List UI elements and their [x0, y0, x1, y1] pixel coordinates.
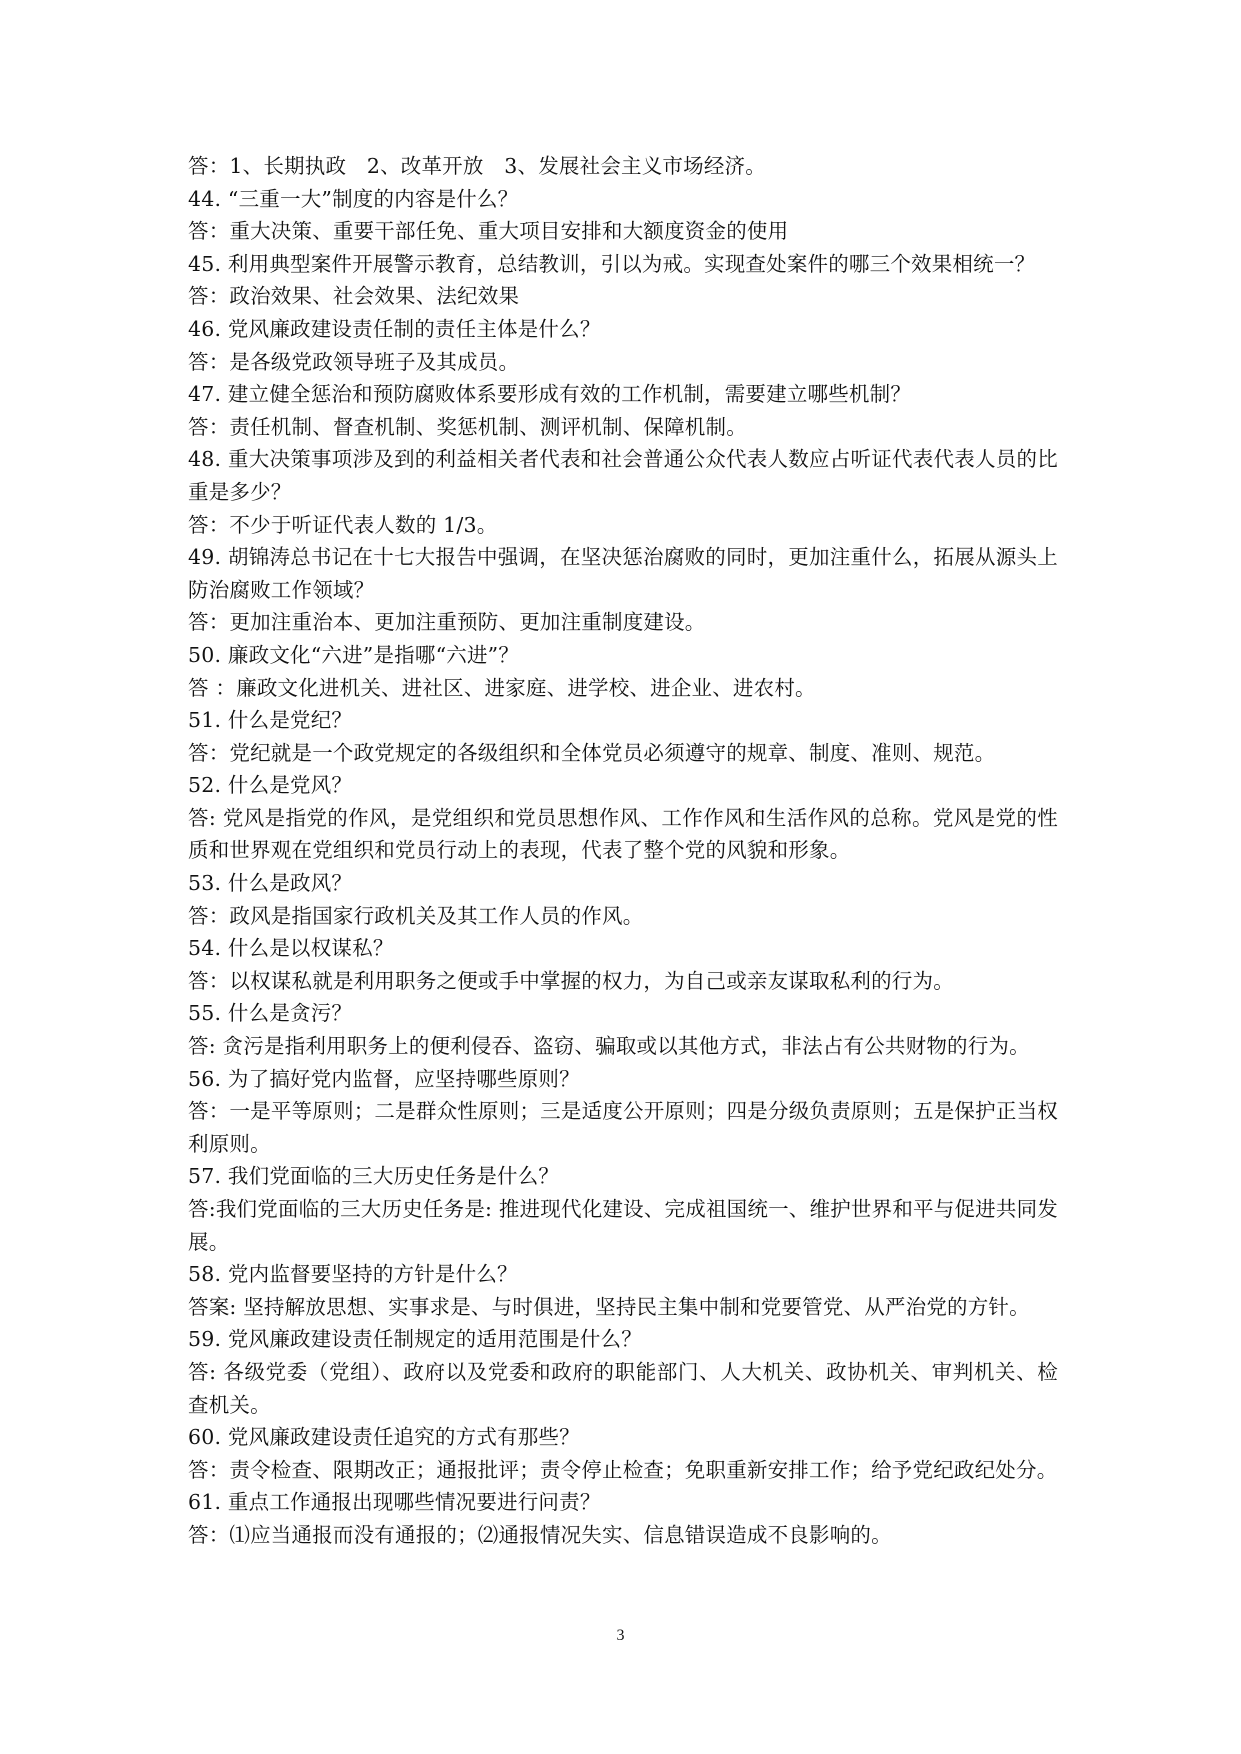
question-text: 53. 什么是政风？	[188, 871, 353, 896]
question-text: 50. 廉政文化“六进”是指哪“六进”？	[188, 642, 520, 667]
question-text: 49. 胡锦涛总书记在十七大报告中强调，在坚决惩治腐败的同时，更加注重什么，拓展从源头上防治腐败工作领域？	[188, 545, 1058, 602]
answer-text: 答：更加注重治本、更加注重预防、更加注重制度建设。	[188, 610, 706, 635]
answer-text: 答：政治效果、社会效果、法纪效果	[188, 284, 520, 309]
answer-text: 答：是各级党政领导班子及其成员。	[188, 349, 520, 374]
question-text: 58. 党内监督要坚持的方针是什么？	[188, 1262, 518, 1287]
answer-text: 答：重大决策、重要干部任免、重大项目安排和大额度资金的使用	[188, 219, 789, 244]
answer-text: 答：责任机制、督查机制、奖惩机制、测评机制、保障机制。	[188, 414, 747, 439]
answer-text: 答: 党风是指党的作风，是党组织和党员思想作风、工作作风和生活作风的总称。党风是党的性质和世界观在党组织和党员行动上的表现，代表了整个党的风貌和形象。	[188, 805, 1058, 863]
document-body	[188, 150, 1058, 1552]
question-text: 47. 建立健全惩治和预防腐败体系要形成有效的工作机制，需要建立哪些机制？	[188, 382, 912, 407]
question-text: 57. 我们党面临的三大历史任务是什么？	[188, 1164, 560, 1189]
question-text: 56. 为了搞好党内监督，应坚持哪些原则？	[188, 1066, 580, 1091]
answer-text: 答: 各级党委（党组）、政府以及党委和政府的职能部门、人大机关、政协机关、审判机关、检查机关。	[188, 1359, 1058, 1417]
answer-text: 答：政风是指国家行政机关及其工作人员的作风。	[188, 903, 644, 928]
question-text: 59. 党风廉政建设责任制规定的适用范围是什么？	[188, 1327, 642, 1352]
question-text: 61. 重点工作通报出现哪些情况要进行问责？	[188, 1490, 601, 1515]
question-text: 51. 什么是党纪？	[188, 708, 353, 733]
question-text: 48. 重大决策事项涉及到的利益相关者代表和社会普通公众代表人数应占听证代表代表人员的比重是多少？	[188, 447, 1058, 504]
question-text: 46. 党风廉政建设责任制的责任主体是什么？	[188, 316, 601, 341]
answer-text: 答 ：廉政文化进机关、进社区、进家庭、进学校、进企业、进农村。	[188, 675, 816, 700]
question-text: 54. 什么是以权谋私？	[188, 936, 394, 961]
answer-text: 答：1、长期执政 2、改革开放 3、发展社会主义市场经济。	[188, 154, 766, 178]
question-text: 52. 什么是党风？	[188, 773, 353, 798]
answer-text: 答:我们党面临的三大历史任务是: 推进现代化建设、完成祖国统一、维护世界和平与促进共同发展。	[188, 1197, 1058, 1254]
page-number: 3	[616, 1627, 625, 1644]
answer-text: 答：不少于听证代表人数的 1/3。	[188, 512, 498, 537]
answer-text: 答案: 坚持解放思想、实事求是、与时俱进，坚持民主集中制和党要管党、从严治党的方针。	[188, 1294, 1030, 1319]
question-text: 55. 什么是贪污？	[188, 1001, 353, 1026]
answer-text: 答：一是平等原则；二是群众性原则；三是适度公开原则；四是分级负责原则；五是保护正当权利原则。	[188, 1099, 1058, 1156]
question-text: 44. “三重一大”制度的内容是什么？	[188, 186, 519, 211]
answer-text: 答：以权谋私就是利用职务之便或手中掌握的权力，为自己或亲友谋取私利的行为。	[188, 968, 954, 993]
question-text: 60. 党风廉政建设责任追究的方式有那些？	[188, 1425, 580, 1450]
question-text: 45. 利用典型案件开展警示教育，总结教训，引以为戒。实现查处案件的哪三个效果相统一？	[188, 251, 1036, 276]
answer-text: 答：党纪就是一个政党规定的各级组织和全体党员必须遵守的规章、制度、准则、规范。	[188, 740, 996, 765]
answer-text: 答: 贪污是指利用职务上的便利侵吞、盗窃、骗取或以其他方式，非法占有公共财物的行为。	[188, 1034, 1030, 1059]
answer-text: 答：⑴应当通报而没有通报的；⑵通报情况失实、信息错误造成不良影响的。	[188, 1522, 892, 1547]
answer-text: 答：责令检查、限期改正；通报批评；责令停止检查；免职重新安排工作；给予党纪政纪处分。	[188, 1457, 1058, 1482]
